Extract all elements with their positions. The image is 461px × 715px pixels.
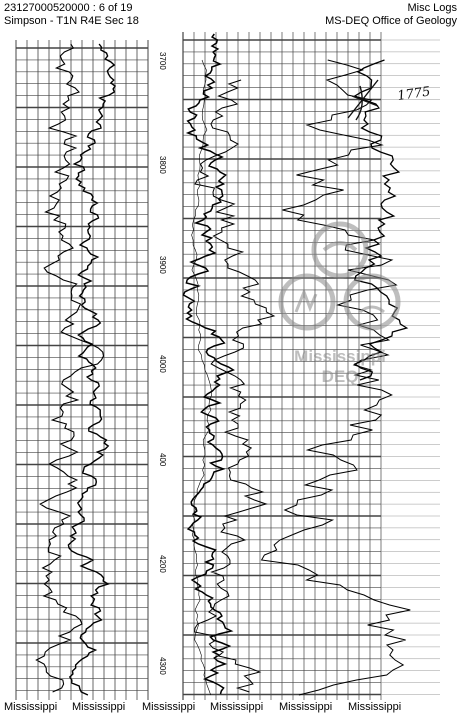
handwritten-annotation: [348, 80, 431, 120]
footer-label: Mississippi: [72, 701, 126, 713]
log-curve-right-dotted: [192, 60, 212, 695]
log-type: Misc Logs: [407, 2, 457, 14]
depth-column: [158, 52, 167, 675]
depth-label: 3700: [158, 52, 167, 70]
handwritten-note: 1775: [396, 84, 432, 104]
footer-label: Mississippi: [4, 701, 58, 713]
depth-label: 3900: [158, 256, 167, 274]
depth-label: 4000: [158, 355, 167, 373]
depth-label: 3800: [158, 156, 167, 174]
footer-label: Mississippi: [142, 701, 196, 713]
depth-label: 4300: [158, 657, 167, 675]
footer-label: Mississippi: [348, 701, 402, 713]
footer-label: Mississippi: [210, 701, 264, 713]
watermark-line2: DEQ: [321, 367, 359, 386]
watermark-line1: Mississippi: [294, 347, 386, 366]
left-track-grid: [16, 40, 148, 700]
footer-label: Mississippi: [279, 701, 333, 713]
well-location: Simpson - T1N R4E Sec 18: [4, 15, 139, 27]
log-curve-right-a: [184, 34, 234, 694]
depth-label: 400: [158, 453, 167, 467]
footer-watermark-strip: [0, 701, 461, 715]
office-name: MS-DEQ Office of Geology: [325, 15, 457, 27]
log-curve-right-b: [195, 80, 274, 692]
depth-label: 4200: [158, 555, 167, 573]
document-id: 23127000520000 : 6 of 19: [4, 2, 133, 14]
